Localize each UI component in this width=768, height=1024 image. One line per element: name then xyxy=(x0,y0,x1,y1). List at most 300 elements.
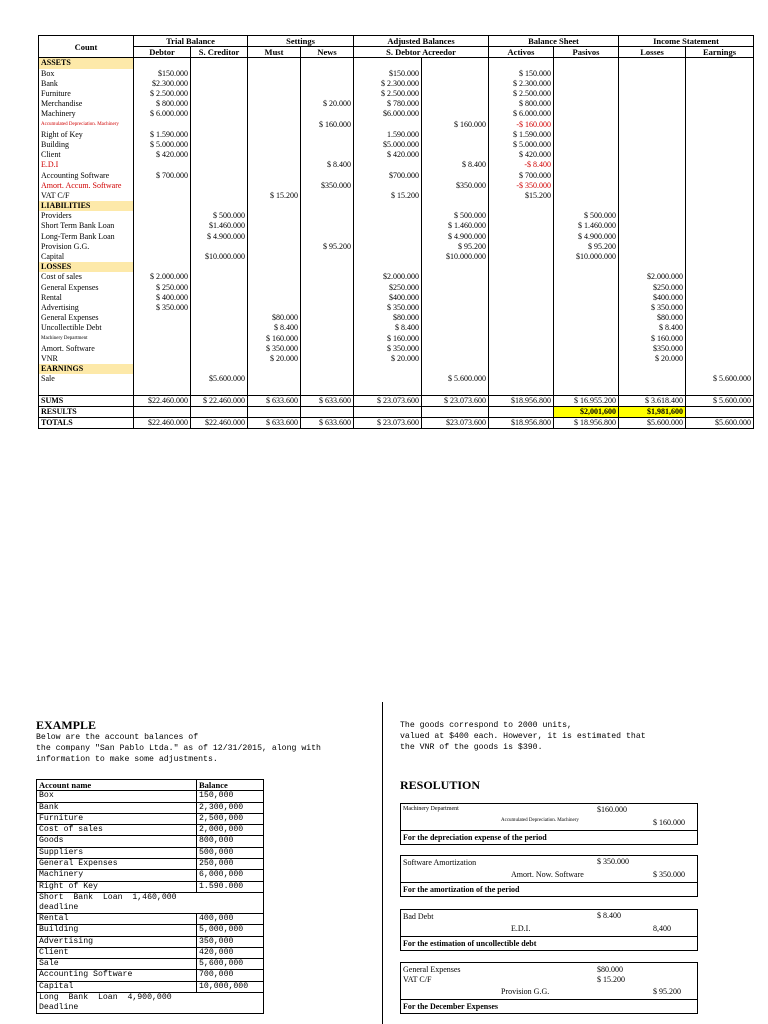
cell-earnings xyxy=(686,313,754,323)
cell-adj-d xyxy=(354,181,422,191)
worksheet-row xyxy=(39,283,754,293)
cell-adj-c xyxy=(422,150,489,160)
pasivos-subheader: Pasivos xyxy=(554,47,619,58)
cell-news xyxy=(301,150,354,160)
debit-account: Machinery Department xyxy=(403,806,459,812)
cell-adj-d: $ 350.000 xyxy=(354,344,422,354)
cell-must xyxy=(248,293,301,303)
credit-amount: $ 95.200 xyxy=(653,987,681,996)
row-label: Furniture xyxy=(39,89,134,99)
cell-debtor: $22.460.000 xyxy=(134,395,191,406)
cell-debtor xyxy=(134,201,191,211)
cell-news xyxy=(301,272,354,282)
cell-earnings xyxy=(686,252,754,262)
cell-pasivos: $10.000.000 xyxy=(554,252,619,262)
row-label: Long-Term Bank Loan xyxy=(39,232,134,242)
cell-news xyxy=(301,252,354,262)
cell-activos xyxy=(489,221,554,231)
worksheet-row xyxy=(39,150,754,160)
cell-losses xyxy=(619,99,686,109)
cell-adj-d xyxy=(354,160,422,170)
row-label: General Expenses xyxy=(39,313,134,323)
account-balance: 250,000 xyxy=(197,859,264,870)
cell-creditor: $10.000.000 xyxy=(191,252,248,262)
header-row-columns xyxy=(39,47,754,58)
cell-losses: $400.000 xyxy=(619,293,686,303)
cell-activos xyxy=(489,283,554,293)
cell-adj-c xyxy=(422,140,489,150)
cell-earnings xyxy=(686,364,754,374)
account-name: Client xyxy=(37,947,197,958)
cell-creditor xyxy=(191,170,248,180)
cell-earnings xyxy=(686,211,754,221)
count-header: Count xyxy=(39,36,134,58)
cell-must xyxy=(248,384,301,395)
journal-entry xyxy=(400,803,698,845)
cell-adj-d: $5.000.000 xyxy=(354,140,422,150)
cell-debtor xyxy=(134,181,191,191)
cell-debtor: $ 250.000 xyxy=(134,283,191,293)
cell-earnings: $ 5.600.000 xyxy=(686,395,754,406)
account-name: Box xyxy=(37,791,197,802)
cell-adj-d xyxy=(354,232,422,242)
cell-activos xyxy=(489,406,554,417)
cell-adj-c: $ 8.400 xyxy=(422,160,489,170)
cell-earnings xyxy=(686,150,754,160)
row-label: Building xyxy=(39,140,134,150)
cell-debtor xyxy=(134,374,191,384)
cell-earnings xyxy=(686,99,754,109)
row-label: RESULTS xyxy=(39,406,134,417)
cell-activos xyxy=(489,354,554,364)
worksheet-row xyxy=(39,181,754,191)
cell-adj-d xyxy=(354,211,422,221)
cell-losses xyxy=(619,120,686,130)
cell-adj-c xyxy=(422,58,489,69)
cell-activos xyxy=(489,272,554,282)
worksheet-row xyxy=(39,89,754,99)
cell-creditor xyxy=(191,150,248,160)
row-label: LIABILITIES xyxy=(39,201,134,211)
cell-must xyxy=(248,99,301,109)
cell-losses: $ 20.000 xyxy=(619,354,686,364)
cell-news xyxy=(301,293,354,303)
cell-pasivos xyxy=(554,333,619,343)
cell-news: $ 633.600 xyxy=(301,395,354,406)
debit-amount: $ 15.200 xyxy=(597,975,625,984)
cell-must xyxy=(248,262,301,272)
cell-adj-c: $ 4.900.000 xyxy=(422,232,489,242)
worksheet-row xyxy=(39,160,754,170)
cell-creditor xyxy=(191,384,248,395)
account-row xyxy=(37,936,264,947)
cell-earnings xyxy=(686,406,754,417)
cell-adj-d xyxy=(354,374,422,384)
cell-activos: $ 1.590.000 xyxy=(489,130,554,140)
cell-creditor: $22.460.000 xyxy=(191,417,248,428)
cell-debtor xyxy=(134,58,191,69)
cell-activos: -$ 160.000 xyxy=(489,120,554,130)
cell-earnings xyxy=(686,109,754,119)
cell-earnings xyxy=(686,333,754,343)
credit-account: Provision G.G. xyxy=(501,987,550,996)
cell-adj-d: $ 20.000 xyxy=(354,354,422,364)
cell-pasivos xyxy=(554,120,619,130)
account-name: Right of Key xyxy=(37,881,197,892)
cell-must: $ 350.000 xyxy=(248,344,301,354)
account-row xyxy=(37,881,264,892)
cell-must: $ 15.200 xyxy=(248,191,301,201)
debit-amount: $80.000 xyxy=(597,965,623,974)
cell-debtor xyxy=(134,242,191,252)
row-label: EARNINGS xyxy=(39,364,134,374)
cell-activos xyxy=(489,201,554,211)
example-intro: Below are the account balances of the company "San Pablo Ltda." as of 12/31/2015, along with information to make some adjustments. xyxy=(36,733,321,764)
adjusted-header: Adjusted Balances xyxy=(354,36,489,47)
cell-earnings xyxy=(686,79,754,89)
cell-must: $80.000 xyxy=(248,313,301,323)
cell-creditor xyxy=(191,354,248,364)
cell-activos: $ 5.000.000 xyxy=(489,140,554,150)
account-row xyxy=(37,791,264,802)
cell-activos: $ 420.000 xyxy=(489,150,554,160)
cell-adj-c xyxy=(422,323,489,333)
cell-pasivos: $ 500.000 xyxy=(554,211,619,221)
cell-losses: $ 3.618.400 xyxy=(619,395,686,406)
income-header: Income Statement xyxy=(619,36,754,47)
account-row xyxy=(37,836,264,847)
cell-earnings xyxy=(686,170,754,180)
cell-creditor xyxy=(191,160,248,170)
cell-news xyxy=(301,303,354,313)
cell-adj-d xyxy=(354,242,422,252)
row-label: Machinery Department xyxy=(39,333,134,343)
account-name: Cost of sales xyxy=(37,825,197,836)
cell-must xyxy=(248,303,301,313)
cell-adj-d xyxy=(354,384,422,395)
cell-news xyxy=(301,130,354,140)
account-row xyxy=(37,913,264,924)
worksheet-row xyxy=(39,354,754,364)
cell-activos: -$ 8.400 xyxy=(489,160,554,170)
account-row xyxy=(37,981,264,992)
cell-losses: $350.000 xyxy=(619,344,686,354)
trial-header: Trial Balance xyxy=(134,36,248,47)
account-row xyxy=(37,870,264,881)
cell-earnings xyxy=(686,232,754,242)
news-subheader: News xyxy=(301,47,354,58)
cell-news: $ 95.200 xyxy=(301,242,354,252)
cell-activos xyxy=(489,374,554,384)
cell-adj-c: $23.073.600 xyxy=(422,417,489,428)
cell-activos: -$ 350.000 xyxy=(489,181,554,191)
cell-adj-c xyxy=(422,170,489,180)
cell-adj-c xyxy=(422,89,489,99)
account-balance: 800,000 xyxy=(197,836,264,847)
worksheet-row xyxy=(39,191,754,201)
entry-caption: For the depreciation expense of the period xyxy=(401,830,697,844)
cell-losses xyxy=(619,160,686,170)
cell-creditor xyxy=(191,109,248,119)
cell-earnings: $ 5.600.000 xyxy=(686,374,754,384)
cell-pasivos: $2,001,600 xyxy=(554,406,619,417)
cell-earnings xyxy=(686,354,754,364)
cell-losses xyxy=(619,384,686,395)
account-name: Bank xyxy=(37,802,197,813)
cell-must xyxy=(248,181,301,191)
row-label: Accounting Software xyxy=(39,170,134,180)
cell-must xyxy=(248,201,301,211)
cell-earnings xyxy=(686,323,754,333)
row-label: SUMS xyxy=(39,395,134,406)
cell-news: $350.000 xyxy=(301,181,354,191)
cell-adj-c xyxy=(422,364,489,374)
cell-must: $ 633.600 xyxy=(248,417,301,428)
account-row xyxy=(37,859,264,870)
cell-earnings xyxy=(686,384,754,395)
debit-amount: $ 350.000 xyxy=(597,857,629,866)
row-label: Provision G.G. xyxy=(39,242,134,252)
cell-earnings xyxy=(686,89,754,99)
cell-must xyxy=(248,120,301,130)
cell-news xyxy=(301,89,354,99)
worksheet-row xyxy=(39,221,754,231)
cell-activos xyxy=(489,58,554,69)
account-balance: 700,000 xyxy=(197,970,264,981)
cell-creditor xyxy=(191,333,248,343)
cell-debtor xyxy=(134,354,191,364)
cell-debtor: $ 2.000.000 xyxy=(134,272,191,282)
cell-must xyxy=(248,140,301,150)
cell-activos: $18.956.800 xyxy=(489,395,554,406)
cell-adj-c: $ 160.000 xyxy=(422,120,489,130)
cell-adj-d: $ 350.000 xyxy=(354,303,422,313)
cell-debtor xyxy=(134,344,191,354)
cell-creditor xyxy=(191,89,248,99)
cell-losses: $80.000 xyxy=(619,313,686,323)
cell-losses: $5.600.000 xyxy=(619,417,686,428)
cell-adj-c xyxy=(422,262,489,272)
cell-activos xyxy=(489,344,554,354)
cell-earnings xyxy=(686,120,754,130)
cell-news xyxy=(301,211,354,221)
cell-news xyxy=(301,69,354,79)
cell-pasivos xyxy=(554,262,619,272)
account-name: Short Bank Loan 1,460,000 deadline xyxy=(37,892,264,913)
row-label: Advertising xyxy=(39,303,134,313)
cell-adj-d: $ 160.000 xyxy=(354,333,422,343)
cell-pasivos xyxy=(554,272,619,282)
cell-debtor xyxy=(134,262,191,272)
cell-debtor xyxy=(134,252,191,262)
cell-debtor xyxy=(134,191,191,201)
row-label: E.D.I xyxy=(39,160,134,170)
cell-pasivos xyxy=(554,344,619,354)
cell-adj-c xyxy=(422,313,489,323)
cell-must xyxy=(248,232,301,242)
cell-creditor xyxy=(191,191,248,201)
cell-earnings xyxy=(686,262,754,272)
worksheet-row xyxy=(39,79,754,89)
cell-creditor xyxy=(191,79,248,89)
cell-creditor xyxy=(191,364,248,374)
cell-pasivos xyxy=(554,79,619,89)
row-label: Amort. Accum. Software xyxy=(39,181,134,191)
balance-header: Balance xyxy=(197,780,264,791)
header-row-groups xyxy=(39,36,754,47)
debit-account: General Expenses xyxy=(403,965,461,974)
cell-pasivos xyxy=(554,109,619,119)
cell-losses: $250.000 xyxy=(619,283,686,293)
cell-adj-c xyxy=(422,69,489,79)
cell-news xyxy=(301,313,354,323)
cell-news xyxy=(301,201,354,211)
cell-losses: $1,981,600 xyxy=(619,406,686,417)
cell-activos xyxy=(489,262,554,272)
cell-news xyxy=(301,58,354,69)
row-label: Machinery xyxy=(39,109,134,119)
cell-debtor: $150.000 xyxy=(134,69,191,79)
account-row xyxy=(37,813,264,824)
cell-creditor xyxy=(191,181,248,191)
account-name: Suppliers xyxy=(37,847,197,858)
cell-losses xyxy=(619,69,686,79)
journal-entry xyxy=(400,909,698,951)
settings-header: Settings xyxy=(248,36,354,47)
cell-news xyxy=(301,354,354,364)
cell-losses xyxy=(619,374,686,384)
account-row xyxy=(37,993,264,1014)
cell-news xyxy=(301,109,354,119)
row-label: Capital xyxy=(39,252,134,262)
journal-entry xyxy=(400,855,698,897)
account-row xyxy=(37,947,264,958)
cell-creditor xyxy=(191,293,248,303)
cell-losses xyxy=(619,232,686,242)
cell-debtor xyxy=(134,384,191,395)
row-label: Sale xyxy=(39,374,134,384)
cell-losses: $ 160.000 xyxy=(619,333,686,343)
cell-creditor xyxy=(191,58,248,69)
cell-must xyxy=(248,150,301,160)
must-subheader: Must xyxy=(248,47,301,58)
cell-must xyxy=(248,109,301,119)
worksheet-row xyxy=(39,272,754,282)
cell-earnings xyxy=(686,191,754,201)
cell-pasivos xyxy=(554,191,619,201)
cell-must xyxy=(248,252,301,262)
cell-activos xyxy=(489,364,554,374)
cell-adj-c xyxy=(422,191,489,201)
cell-losses xyxy=(619,109,686,119)
goods-note: The goods correspond to 2000 units, valued at $400 each. However, it is estimated that the VNR of the goods is $390. xyxy=(400,721,646,752)
debtor-subheader: Debtor xyxy=(134,47,191,58)
row-label: Merchandise xyxy=(39,99,134,109)
cell-earnings xyxy=(686,242,754,252)
cell-losses xyxy=(619,201,686,211)
s-creditor-subheader: S. Creditor xyxy=(191,47,248,58)
cell-creditor xyxy=(191,130,248,140)
account-name: General Expenses xyxy=(37,859,197,870)
worksheet-row xyxy=(39,211,754,221)
cell-activos xyxy=(489,323,554,333)
account-balance: 2,500,000 xyxy=(197,813,264,824)
row-label: Client xyxy=(39,150,134,160)
account-row xyxy=(37,847,264,858)
cell-adj-c: $ 23.073.600 xyxy=(422,395,489,406)
cell-losses xyxy=(619,130,686,140)
blank-row xyxy=(39,384,754,395)
cell-adj-d: $ 23.073.600 xyxy=(354,395,422,406)
account-name: Long Bank Loan 4,900,000 Deadline xyxy=(37,993,264,1014)
cell-pasivos xyxy=(554,313,619,323)
cell-news: $ 8.400 xyxy=(301,160,354,170)
cell-pasivos xyxy=(554,384,619,395)
cell-adj-d: $ 780.000 xyxy=(354,99,422,109)
cell-news xyxy=(301,232,354,242)
cell-activos xyxy=(489,242,554,252)
section-row xyxy=(39,58,754,69)
cell-adj-d xyxy=(354,58,422,69)
cell-must xyxy=(248,374,301,384)
row-label: VAT C/F xyxy=(39,191,134,201)
cell-creditor xyxy=(191,201,248,211)
cell-creditor xyxy=(191,323,248,333)
cell-debtor xyxy=(134,221,191,231)
cell-creditor xyxy=(191,406,248,417)
cell-earnings xyxy=(686,130,754,140)
account-balance: 150,000 xyxy=(197,791,264,802)
cell-activos: $15.200 xyxy=(489,191,554,201)
example-title: EXAMPLE xyxy=(36,718,96,732)
cell-news xyxy=(301,262,354,272)
cell-creditor: $1.460.000 xyxy=(191,221,248,231)
cell-adj-d: $ 23.073.600 xyxy=(354,417,422,428)
cell-news xyxy=(301,283,354,293)
cell-losses xyxy=(619,252,686,262)
cell-news xyxy=(301,323,354,333)
cell-adj-d xyxy=(354,120,422,130)
cell-pasivos xyxy=(554,150,619,160)
entry-caption: For the amortization of the period xyxy=(401,882,697,896)
account-balances-table xyxy=(36,779,264,1014)
cell-news xyxy=(301,221,354,231)
cell-adj-c xyxy=(422,283,489,293)
cell-pasivos xyxy=(554,303,619,313)
cell-must xyxy=(248,221,301,231)
cell-must xyxy=(248,79,301,89)
worksheet-row xyxy=(39,252,754,262)
account-row xyxy=(37,892,264,913)
cell-creditor xyxy=(191,120,248,130)
cell-adj-c xyxy=(422,130,489,140)
cell-pasivos xyxy=(554,374,619,384)
cell-losses: $ 350.000 xyxy=(619,303,686,313)
cell-pasivos xyxy=(554,99,619,109)
cell-adj-c: $ 1.460.000 xyxy=(422,221,489,231)
account-name: Capital xyxy=(37,981,197,992)
balance-header: Balance Sheet xyxy=(489,36,619,47)
row-label: ASSETS xyxy=(39,58,134,69)
cell-pasivos: $ 18.956.800 xyxy=(554,417,619,428)
section-row xyxy=(39,201,754,211)
worksheet-row xyxy=(39,406,754,417)
cell-must xyxy=(248,364,301,374)
cell-creditor xyxy=(191,283,248,293)
account-balance: 350,000 xyxy=(197,936,264,947)
cell-adj-c xyxy=(422,272,489,282)
cell-losses xyxy=(619,221,686,231)
